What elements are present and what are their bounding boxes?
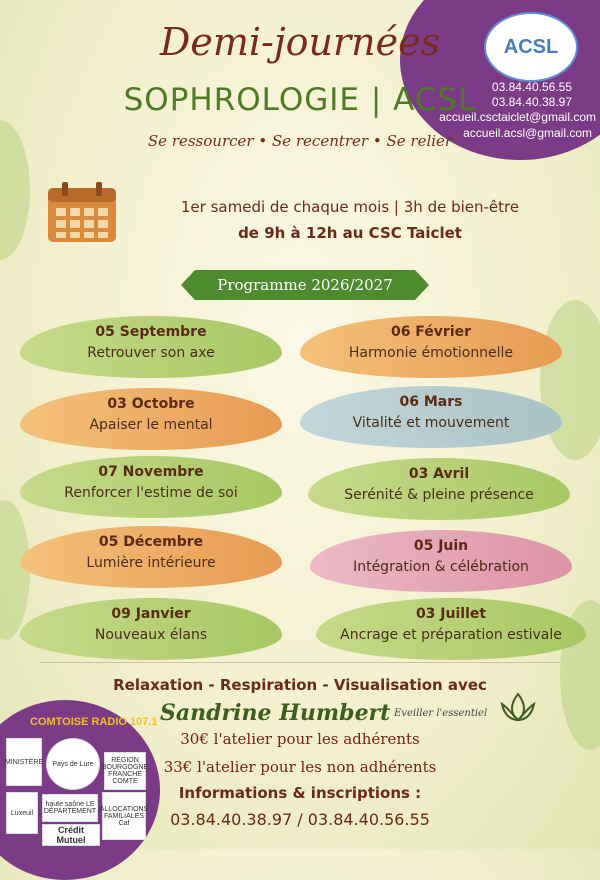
- session-date: 03 Juillet: [415, 606, 487, 622]
- session-date: 05 Septembre: [95, 324, 207, 340]
- session-leaf: [20, 598, 282, 660]
- session-theme: Intégration & célébration: [353, 559, 529, 575]
- session-theme: Serénité & pleine présence: [344, 487, 534, 503]
- calendar-icon: [46, 180, 118, 244]
- tagline: Se ressourcer • Se recentrer • Se relier: [147, 132, 453, 150]
- divider: [40, 662, 560, 663]
- session-date: 06 Mars: [399, 394, 463, 410]
- page-title: Demi-journées: [159, 20, 441, 64]
- session-theme: Ancrage et préparation estivale: [340, 627, 562, 643]
- session-leaf: [310, 530, 572, 592]
- session-date: 05 Juin: [413, 538, 469, 554]
- contact-email-1: accueil.csctaiclet@gmail.com: [439, 110, 596, 124]
- info-label: Informations & inscriptions :: [178, 784, 422, 802]
- contact-phone-2: 03.84.40.38.97: [491, 95, 572, 109]
- session-theme: Vitalité et mouvement: [352, 415, 510, 431]
- session-theme: Harmonie émotionnelle: [348, 345, 514, 361]
- credit-mutuel-logo: Crédit Mutuel: [42, 824, 100, 846]
- caf-logo: ALLOCATIONS FAMILIALES Caf: [102, 792, 146, 840]
- lotus-icon: [498, 690, 538, 726]
- session-leaf: [20, 388, 282, 450]
- haute-saone-logo: haute saône LE DÉPARTEMENT: [42, 794, 98, 822]
- session-date: 06 Février: [390, 324, 472, 340]
- session-date: 03 Octobre: [107, 396, 195, 412]
- practitioner-tagline: Eveiller l'essentiel: [394, 708, 488, 719]
- session-date: 09 Janvier: [111, 606, 191, 622]
- contact-phone-1: 03.84.40.56.55: [491, 80, 572, 94]
- ministry-logo: MINISTÈRE: [6, 738, 42, 786]
- session-theme: Lumière intérieure: [86, 555, 216, 571]
- session-leaf: [300, 316, 562, 378]
- session-date: 03 Avril: [408, 466, 470, 482]
- session-leaf: [20, 316, 282, 378]
- price-members: 30€ l'atelier pour les adhérents: [180, 730, 420, 748]
- price-non-members: 33€ l'atelier pour les non adhérents: [163, 758, 437, 776]
- luxeuil-logo: Luxeuil: [6, 792, 38, 834]
- schedule-line-1: 1er samedi de chaque mois | 3h de bien-être: [180, 198, 520, 216]
- radio-logo: COMTOISE RADIO 107.1: [30, 716, 158, 728]
- session-date: 07 Novembre: [98, 464, 204, 480]
- program-banner: Programme 2026/2027: [195, 270, 415, 300]
- footer-phones: 03.84.40.38.97 / 03.84.40.56.55: [170, 810, 430, 829]
- acsl-logo: ACSL: [484, 12, 578, 82]
- schedule-line-2: de 9h à 12h au CSC Taiclet: [238, 224, 462, 242]
- session-leaf: [20, 526, 282, 588]
- session-theme: Apaiser le mental: [89, 417, 213, 433]
- session-leaf: [300, 386, 562, 448]
- session-theme: Renforcer l'estime de soi: [64, 485, 238, 501]
- pays-de-lure-logo: Pays de Lure: [46, 738, 100, 790]
- session-leaf: [316, 598, 586, 660]
- contact-email-2: accueil.acsl@gmail.com: [463, 126, 592, 140]
- practitioner-name: Sandrine Humbert: [160, 700, 391, 726]
- session-theme: Nouveaux élans: [94, 627, 208, 643]
- session-leaf: [308, 458, 570, 520]
- session-leaf: [20, 456, 282, 518]
- region-logo: RÉGION BOURGOGNE FRANCHE COMTE: [104, 752, 146, 790]
- activities-line: Relaxation - Respiration - Visualisation avec: [113, 676, 487, 694]
- session-theme: Retrouver son axe: [87, 345, 215, 361]
- page-subtitle: SOPHROLOGIE | ACSL: [123, 82, 477, 118]
- session-date: 05 Décembre: [98, 534, 204, 550]
